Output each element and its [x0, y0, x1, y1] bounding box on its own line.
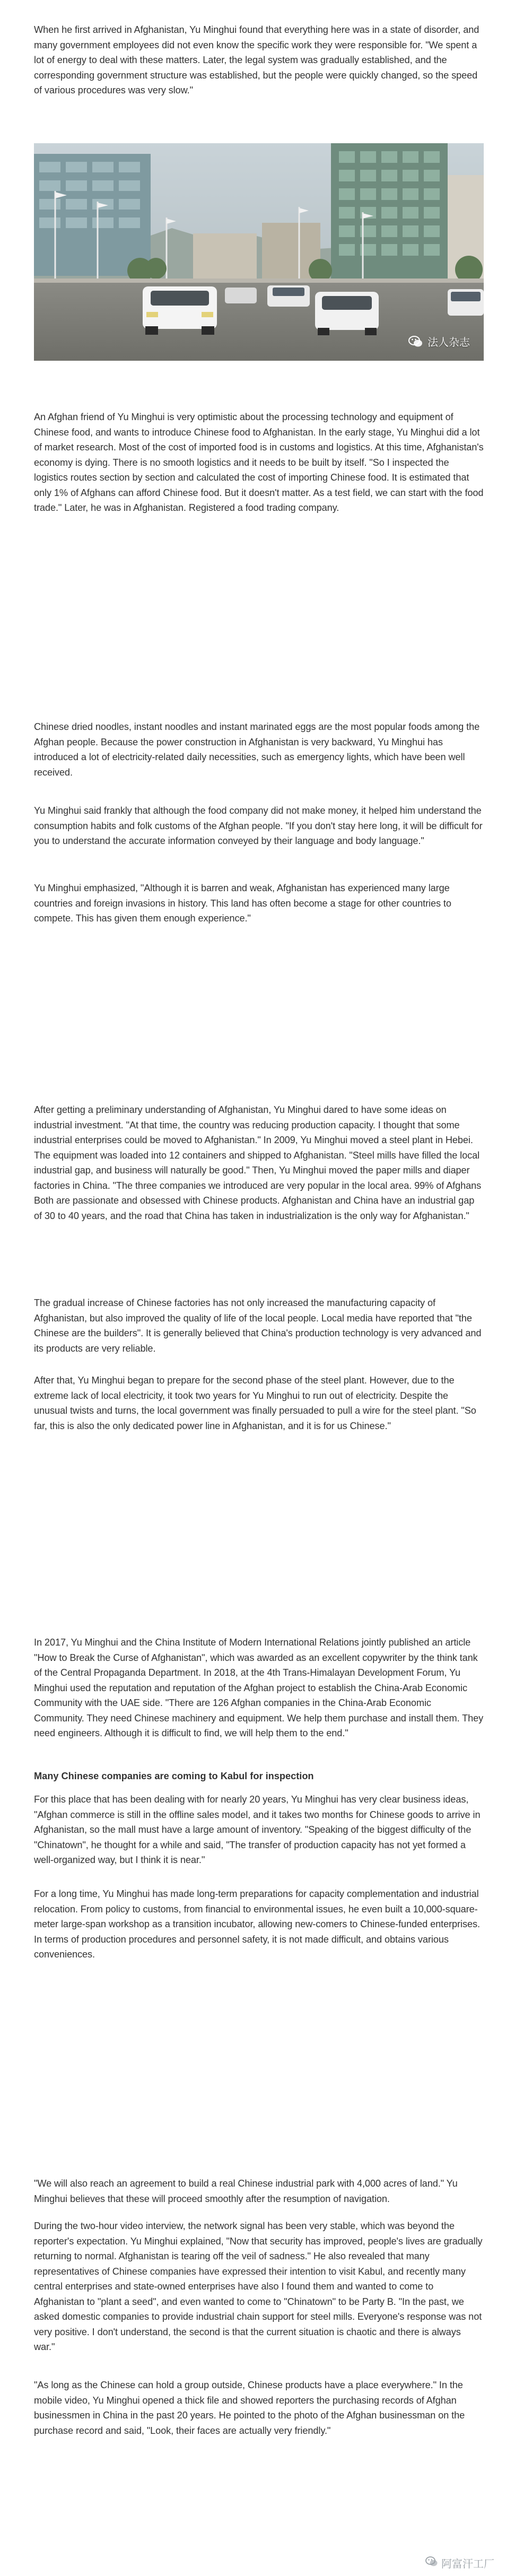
footer-watermark-text: 阿富汗工厂: [441, 2558, 494, 2570]
paragraph-11-block: [34, 1886, 484, 1962]
wechat-icon: [425, 2556, 438, 2570]
paragraph-7-block: [34, 1295, 484, 1356]
paragraph: For a long time, Yu Minghui has made long-term preparations for capacity complementation and industrial relocation. From policy to customs, from financial to environmental issues, he even built a 10,000-square-meter large-span workshop as a transition incubator, allowing new-comers to Chinese-funded enterprises. In terms of production procedures and personnel safety, it is not made difficult, and obtains various conveniences.: [34, 1889, 480, 1960]
paragraph: During the two-hour video interview, the network signal has been very stable, which was beyond the reporter's expectation. Yu Minghui explained, "Now that security has improved, people's lives are gradually returning to normal. Afghanistan is tearing off the veil of sadness." He also revealed that many representatives of Chinese companies have expressed their intention to visit Kabul, and recently many central enterprises and state-owned enterprises have also I found them and wanted to come to Afghanistan to "plant a seed", and even wanted to come to "Chinatown" to be Party B. "In the past, we asked domestic companies to provide industrial chain support for steel mills. Everyone's response was not very positive. I don't understand, the second is that the current situation is chaotic and there is always war.": [34, 2221, 483, 2352]
wechat-icon: [408, 336, 423, 347]
paragraph-13-block: [34, 2218, 484, 2355]
kabul-street-illustration: [34, 143, 484, 361]
paragraph: An Afghan friend of Yu Minghui is very optimistic about the processing technology and equipment of Chinese food, and wants to introduce Chinese food to Afghanistan. In the early stage, Yu Minghui did a lot of market research. Most of the cost of imported food is in customs and logistics. At this time, Afghanistan's economy is dying. There is no smooth logistics and it needs to be built by itself. "So I inspected the logistics routes section by section and calculated the cost of importing Chinese food. It is estimated that only 1% of Afghans can afford Chinese food. But it doesn't matter. As a test field, we can start with the food trade." Later, he was in Afghanistan. Registered a food trading company.: [34, 412, 484, 513]
paragraph: The gradual increase of Chinese factories has not only increased the manufacturing capacity of Afghanistan, but also improved the quality of life of the local people. Local media have reported that "the Chinese are the builders". It is generally believed that China's production technology is very advanced and its products are very reliable.: [34, 1298, 482, 1354]
paragraph-14-block: [34, 2378, 484, 2438]
paragraph-1-block: [34, 22, 484, 98]
paragraph: When he first arrived in Afghanistan, Yu Minghui found that everything here was in a state of disorder, and many government employees did not even know the specific work they were responsible for. "We spent a lot of energy to deal with these matters. Later, the legal system was gradually established, and the corresponding government structure was established, but the people were quickly changed, so the speed of various procedures was very slow.": [34, 24, 479, 95]
paragraph-8-block: [34, 1373, 484, 1433]
paragraph-4-block: [34, 803, 484, 849]
footer-watermark: [425, 2555, 494, 2571]
paragraph: Yu Minghui said frankly that although the food company did not make money, it helped him understand the consumption habits and folk customs of the Afghan people. "If you don't stay here long, it will be difficult for you to understand the accurate information conveyed by their language and body language.": [34, 805, 483, 846]
paragraph: After that, Yu Minghui began to prepare for the second phase of the steel plant. However, due to the extreme lack of local electricity, it took two years for Yu Minghui to run out of electricity. Despite the unusual twists and turns, the local government was finally persuaded to pull a wire for the steel plant. "So far, this is also the only dedicated power line in Afghanistan, and it is for us Chinese.": [34, 1375, 476, 1431]
paragraph-2-block: [34, 410, 484, 516]
paragraph-6-block: [34, 1102, 484, 1223]
paragraph: Yu Minghui emphasized, "Although it is barren and weak, Afghanistan has experienced many large countries and foreign invasions in history. This land has often become a stage for other countries to compete. This has given them enough experience.": [34, 883, 451, 924]
paragraph-3-block: [34, 719, 484, 780]
paragraph-5-block: [34, 881, 484, 926]
paragraph: "We will also reach an agreement to build a real Chinese industrial park with 4,000 acres of land." Yu Minghui believes that these will proceed smoothly after the resumption of navigation.: [34, 2178, 458, 2204]
article-photo: [34, 143, 484, 361]
section-heading-block: [34, 1769, 484, 1784]
photo-credit-text: 法人杂志: [428, 337, 470, 349]
paragraph-12-block: [34, 2176, 484, 2206]
paragraph-9-block: [34, 1635, 484, 1741]
paragraph: Chinese dried noodles, instant noodles and instant marinated eggs are the most popular foods among the Afghan people. Because the power construction in Afghanistan is very backward, Yu Minghui has introduced a lot of electricity-related daily necessities, such as emergency lights, which have been well received.: [34, 721, 480, 778]
paragraph: In 2017, Yu Minghui and the China Institute of Modern International Relations jointly published an article "How to Break the Curse of Afghanistan", which was awarded as an excellent copywriter by the think tank of the Central Propaganda Department. In 2018, at the 4th Trans-Himalayan Development Forum, Yu Minghui used the reputation and reputation of the Afghan project to establish the China-Arab Economic Community with the UAE side. "There are 126 Afghan companies in the China-Arab Economic Community. They need Chinese machinery and equipment. We help them purchase and install them. They need engineers. Although it is difficult to find, we will help them to the end.": [34, 1637, 484, 1738]
paragraph: For this place that has been dealing with for nearly 20 years, Yu Minghui has very clear business ideas, "Afghan commerce is still in the offline sales model, and it takes two months for Chinese goods to arrive in Afghanistan, so the mall must have a large amount of inventory. "Speaking of the biggest difficulty of the "Chinatown", he thought for a while and said, "The transfer of production capacity has not yet formed a well-organized way, but I think it is near.": [34, 1794, 481, 1865]
section-heading: Many Chinese companies are coming to Kabul for inspection: [34, 1771, 314, 1781]
photo-credit: [408, 334, 470, 349]
paragraph: "As long as the Chinese can hold a group outside, Chinese products have a place everywhere." In the mobile video, Yu Minghui opened a thick file and showed reporters the purchasing records of Afghan businessmen in China in the past 20 years. He pointed to the photo of the Afghan businessman on the purchase record and said, "Look, their faces are actually very friendly.": [34, 2380, 465, 2436]
paragraph: After getting a preliminary understanding of Afghanistan, Yu Minghui dared to have some ideas on industrial investment. "At that time, the country was reducing production capacity. I thought that some industrial enterprises could be moved to Afghanistan." In 2009, Yu Minghui moved a steel plant in Hebei. The equipment was loaded into 12 containers and shipped to Afghanistan. "Steel mills have filled the local industrial gap, and business will naturally be good." Then, Yu Minghui moved the paper mills and diaper factories in China. "The three companies we introduced are very popular in the local area. 99% of Afghans Both are passionate and obsessed with Chinese products. Afghanistan and China have an industrial gap of 30 to 40 years, and the road that China has taken in industrialization is the only way for Afghanistan.": [34, 1104, 482, 1221]
paragraph-10-block: [34, 1792, 484, 1868]
